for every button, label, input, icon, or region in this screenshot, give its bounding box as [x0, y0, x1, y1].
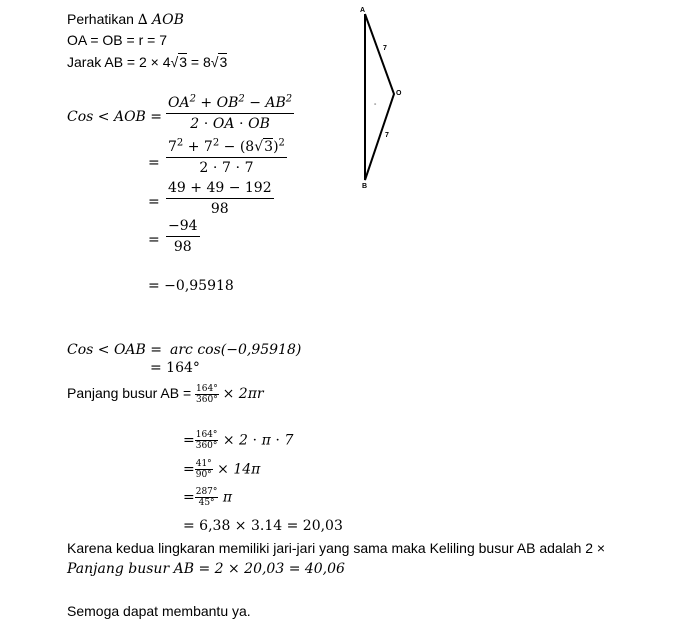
sqrt-arg: 3: [264, 139, 274, 155]
equals-sign: =: [183, 461, 195, 478]
cos-aob-fraction-2: $\frac{7^2 + 7^2 - (8√3)^2}{2 \cdot 7 \cdot 7}$: [168, 137, 285, 176]
denominator: 45°: [195, 497, 219, 508]
cos-oab-expr: arc cos(−0,95918): [170, 342, 302, 358]
sqrt-symbol: √: [210, 54, 219, 70]
cos-aob-fraction-3: [166, 179, 274, 218]
cos-aob-result: = −0,95918: [148, 278, 234, 294]
numerator: 41°: [195, 459, 212, 469]
intro-line-2: OA = OB = r = 7: [67, 32, 167, 48]
exponent: 2: [212, 137, 220, 149]
denominator: 360°: [195, 441, 218, 451]
denominator: 90°: [195, 470, 212, 480]
busur-line-3: [183, 459, 260, 480]
cos-oab-label: Cos < OAB =: [67, 342, 163, 358]
term-7: + 7: [183, 139, 213, 155]
triangle-aob: ∆ AOB: [137, 12, 184, 28]
busur-tail: × 14π: [217, 461, 261, 478]
sqrt-arg-2: 3: [219, 54, 228, 70]
jarak-mid: = 8: [187, 54, 211, 70]
exponent: 2: [285, 93, 293, 105]
small-fraction: [195, 459, 213, 480]
small-fraction: [195, 384, 219, 405]
equals-sign: =: [148, 194, 160, 210]
numerator: 287°: [195, 487, 218, 497]
busur-line-1: [67, 384, 264, 405]
vertex-label-b: B: [362, 183, 368, 190]
equals-sign: =: [148, 155, 160, 171]
busur-line-2: [183, 430, 293, 451]
busur-label: Panjang busur AB =: [67, 385, 192, 402]
intro-line-1: [67, 10, 184, 29]
center-mark: -: [374, 101, 377, 108]
closing-text: Semoga dapat membantu ya.: [67, 603, 251, 619]
term-7: 7: [168, 139, 177, 155]
equals-sign: =: [183, 489, 195, 506]
busur-tail: × 2πr: [222, 386, 264, 403]
exponent: 2: [176, 137, 184, 149]
term-oa: OA: [168, 95, 190, 111]
denominator: 2 ⋅ 7 ⋅ 7: [166, 157, 287, 177]
cos-aob-label: Cos < AOB =: [67, 109, 163, 125]
numerator: −94: [168, 218, 198, 234]
jarak-prefix: Jarak AB = 2 × 4: [67, 54, 171, 70]
intro-line-3: [67, 53, 227, 71]
cos-aob-fraction-4: [166, 217, 200, 256]
exponent: 2: [278, 137, 285, 149]
denominator: 2 ⋅ OA ⋅ OB: [166, 113, 294, 133]
vertex-label-a: A: [360, 7, 366, 14]
vertex-label-o: O: [396, 90, 402, 97]
side-label-ob: 7: [385, 132, 389, 139]
equals-sign: =: [183, 432, 195, 449]
triangle-diagram: [352, 4, 412, 190]
busur-tail: π: [222, 489, 233, 506]
numerator: 49 + 49 − 192: [168, 180, 272, 196]
term-8: − (8: [219, 139, 255, 155]
term-ob: + OB: [195, 95, 239, 111]
numerator: 164°: [195, 430, 218, 440]
busur-final: = 6,38 × 3.14 = 20,03: [183, 518, 343, 534]
busur-line-4: [183, 487, 232, 508]
sqrt-arg-1: 3: [179, 54, 187, 70]
denominator: 98: [166, 236, 200, 256]
busur-tail: × 2 ⋅ π ⋅ 7: [222, 432, 294, 449]
triangle-outline: [365, 14, 394, 180]
denominator: 360°: [196, 395, 218, 405]
intro-prefix: Perhatikan: [67, 11, 134, 27]
sqrt-symbol: √: [170, 54, 179, 70]
equals-sign: =: [148, 232, 160, 248]
small-fraction: [195, 430, 219, 451]
close-paren: ): [273, 139, 279, 155]
conclusion-line-1: Karena kedua lingkaran memiliki jari-jari yang sama maka Keliling busur AB adalah 2 ×: [67, 540, 606, 556]
cos-aob-fraction-1: [166, 94, 294, 133]
cos-oab-result: = 164°: [150, 360, 200, 376]
side-label-oa: 7: [383, 45, 387, 52]
numerator: 164°: [196, 384, 218, 394]
term-ab: − AB: [244, 95, 286, 111]
exponent: 2: [238, 93, 245, 105]
conclusion-line-2: Panjang busur AB = 2 × 20,03 = 40,06: [67, 561, 345, 577]
small-fraction: [195, 487, 219, 508]
exponent: 2: [189, 93, 196, 105]
denominator: 98: [166, 198, 274, 218]
